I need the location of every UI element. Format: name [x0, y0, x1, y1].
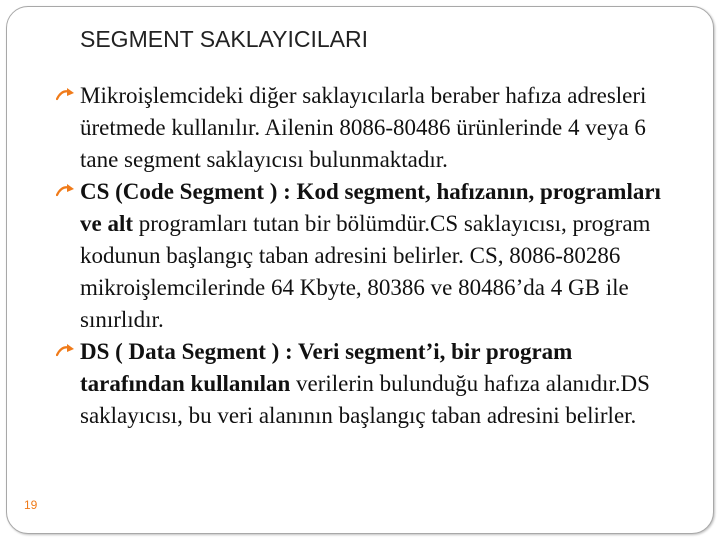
bullet-item-1 [54, 80, 674, 176]
bullet-item-3 [54, 336, 674, 432]
slide-title: SEGMENT SAKLAYICILARI [80, 26, 369, 52]
orange-arrow-bullet-icon [56, 343, 76, 361]
page-number: 19 [24, 498, 38, 512]
bullet-text: programları tutan bir bölümdür.CS saklayıcısı, program kodunun başlangıç taban adresini belirler. CS, 8086-80286 mikroişlemcilerinde 64 Kbyte, 80386 ve 80486’da 4 GB ile sınırlıdır. [80, 211, 651, 332]
orange-arrow-bullet-icon [56, 87, 76, 105]
orange-arrow-bullet-icon [56, 183, 76, 201]
bullet-bold-text: DS ( Data Segment ) : Veri segment’i, bir program tarafından kullanılan [80, 339, 573, 396]
bullet-text: Mikroişlemcideki diğer saklayıcılarla beraber hafıza adresleri üretmede kullanılır. Ailenin 8086-80486 ürünlerinde 4 veya 6 tane segment saklayıcısı bulunmaktadır. [80, 83, 647, 172]
slide-body [54, 80, 674, 432]
bullet-item-2 [54, 176, 674, 336]
bullet-text: verilerin bulunduğu hafıza alanıdır.DS saklayıcısı, bu veri alanının başlangıç taban adresini belirler. [80, 371, 650, 428]
bullet-bold-text: CS (Code Segment ) : Kod segment, hafızanın, programları ve alt [80, 179, 661, 236]
